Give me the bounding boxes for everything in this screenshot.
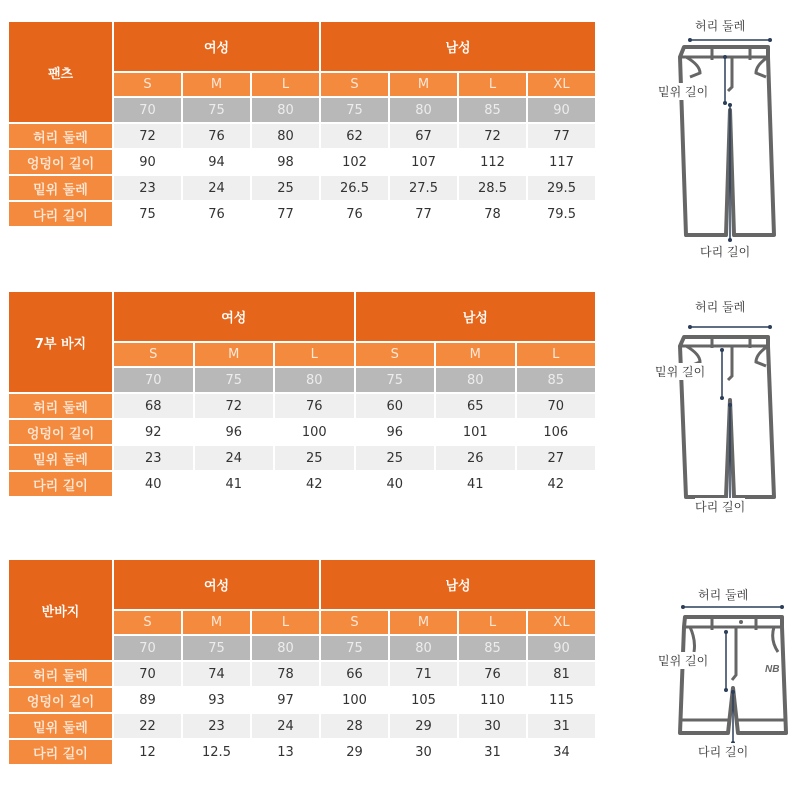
- cell: 93: [183, 688, 250, 712]
- inch-value: 85: [459, 98, 526, 122]
- cell: 40: [114, 472, 193, 496]
- cell: 78: [252, 662, 319, 686]
- shorts-size-table: [7, 558, 597, 766]
- rise-label: 밑위 길이: [658, 85, 709, 99]
- cell: 24: [195, 446, 274, 470]
- table-title: 7부 바지: [9, 292, 112, 392]
- cell: 78: [459, 202, 526, 226]
- inch-value: 80: [436, 368, 515, 392]
- cell: 115: [528, 688, 595, 712]
- leg-length-label: 다리 길이: [700, 245, 751, 259]
- size-label: M: [183, 73, 250, 96]
- size-label: L: [275, 343, 354, 366]
- cell: 71: [390, 662, 457, 686]
- cell: 13: [252, 740, 319, 764]
- inch-value: 75: [321, 98, 388, 122]
- cell: 72: [459, 124, 526, 148]
- cell: 28.5: [459, 176, 526, 200]
- cell: 107: [390, 150, 457, 174]
- cell: 62: [321, 124, 388, 148]
- size-label: M: [436, 343, 515, 366]
- cell: 41: [195, 472, 274, 496]
- table-title: 반바지: [9, 560, 112, 660]
- cell: 102: [321, 150, 388, 174]
- shorts-illustration-icon: [650, 580, 800, 770]
- size-label: S: [114, 73, 181, 96]
- inch-value: 85: [517, 368, 596, 392]
- cell: 110: [459, 688, 526, 712]
- size-label: L: [517, 343, 596, 366]
- cell: 23: [183, 714, 250, 738]
- size-label: XL: [528, 73, 595, 96]
- cell: 41: [436, 472, 515, 496]
- inch-value: 80: [275, 368, 354, 392]
- table-row: [9, 740, 595, 764]
- size-label: M: [390, 611, 457, 634]
- cell: 90: [114, 150, 181, 174]
- table-row: [9, 714, 595, 738]
- table-row: [9, 394, 595, 418]
- table-title: 팬츠: [9, 22, 112, 122]
- table-row: [9, 420, 595, 444]
- row-label: 밑위 둘레: [9, 176, 112, 200]
- inch-value: 80: [252, 636, 319, 660]
- men-header: 남성: [321, 560, 595, 609]
- inch-value: 90: [528, 98, 595, 122]
- cell: 77: [528, 124, 595, 148]
- cell: 30: [459, 714, 526, 738]
- cell: 25: [356, 446, 435, 470]
- cell: 23: [114, 446, 193, 470]
- size-label: S: [114, 343, 193, 366]
- row-label: 허리 둘레: [9, 124, 112, 148]
- cell: 28: [321, 714, 388, 738]
- inch-value: 75: [356, 368, 435, 392]
- rise-label: 밑위 길이: [655, 365, 706, 379]
- table-row: [9, 150, 595, 174]
- cell: 76: [183, 202, 250, 226]
- inch-value: 85: [459, 636, 526, 660]
- row-label: 다리 길이: [9, 740, 112, 764]
- row-label: 밑위 둘레: [9, 714, 112, 738]
- size-label: M: [183, 611, 250, 634]
- shorts-measurement-diagram: [650, 580, 800, 770]
- size-label: L: [252, 611, 319, 634]
- cell: 40: [356, 472, 435, 496]
- cell: 65: [436, 394, 515, 418]
- cell: 31: [528, 714, 595, 738]
- table-row: [9, 446, 595, 470]
- cell: 100: [275, 420, 354, 444]
- pants-illustration-icon: [650, 5, 800, 260]
- size-label: S: [321, 611, 388, 634]
- cell: 26.5: [321, 176, 388, 200]
- inch-value: 75: [183, 636, 250, 660]
- table-row: [9, 202, 595, 226]
- cropped-pants-size-table: [7, 290, 597, 498]
- cell: 75: [114, 202, 181, 226]
- inch-value: 70: [114, 368, 193, 392]
- cell: 29: [390, 714, 457, 738]
- inch-value: 80: [390, 98, 457, 122]
- size-label: L: [459, 611, 526, 634]
- size-label: S: [356, 343, 435, 366]
- waist-label: 허리 둘레: [695, 300, 746, 314]
- cell: 80: [252, 124, 319, 148]
- table-row: [9, 124, 595, 148]
- table-row: [9, 688, 595, 712]
- size-label: XL: [528, 611, 595, 634]
- cell: 12.5: [183, 740, 250, 764]
- leg-length-label: 다리 길이: [695, 500, 746, 514]
- cell: 29.5: [528, 176, 595, 200]
- inch-value: 75: [183, 98, 250, 122]
- cell: 72: [114, 124, 181, 148]
- leg-length-label: 다리 길이: [698, 745, 749, 759]
- waist-label: 허리 둘레: [698, 588, 749, 602]
- rise-label: 밑위 길이: [658, 654, 709, 668]
- cell: 97: [252, 688, 319, 712]
- cell: 77: [252, 202, 319, 226]
- cell: 34: [528, 740, 595, 764]
- cell: 105: [390, 688, 457, 712]
- cell: 25: [275, 446, 354, 470]
- women-header: 여성: [114, 560, 319, 609]
- inch-value: 70: [114, 636, 181, 660]
- cropped-pants-measurement-diagram: [650, 290, 800, 520]
- cell: 89: [114, 688, 181, 712]
- cell: 76: [321, 202, 388, 226]
- size-label: M: [390, 73, 457, 96]
- row-label: 엉덩이 길이: [9, 688, 112, 712]
- size-label: L: [252, 73, 319, 96]
- table-row: [9, 472, 595, 496]
- cell: 25: [252, 176, 319, 200]
- cell: 67: [390, 124, 457, 148]
- inch-value: 70: [114, 98, 181, 122]
- cell: 72: [195, 394, 274, 418]
- size-label: S: [321, 73, 388, 96]
- cell: 74: [183, 662, 250, 686]
- cell: 77: [390, 202, 457, 226]
- pants-measurement-diagram: [650, 5, 800, 260]
- table-row: [9, 176, 595, 200]
- cell: 70: [114, 662, 181, 686]
- cell: 60: [356, 394, 435, 418]
- cell: 42: [275, 472, 354, 496]
- cell: 94: [183, 150, 250, 174]
- cell: 92: [114, 420, 193, 444]
- cell: 26: [436, 446, 515, 470]
- cell: 70: [517, 394, 596, 418]
- cell: 27.5: [390, 176, 457, 200]
- size-label: M: [195, 343, 274, 366]
- row-label: 밑위 둘레: [9, 446, 112, 470]
- cell: 79.5: [528, 202, 595, 226]
- row-label: 다리 길이: [9, 472, 112, 496]
- women-header: 여성: [114, 22, 319, 71]
- table-row: [9, 662, 595, 686]
- cell: 68: [114, 394, 193, 418]
- cell: 100: [321, 688, 388, 712]
- cell: 22: [114, 714, 181, 738]
- cell: 66: [321, 662, 388, 686]
- cell: 106: [517, 420, 596, 444]
- row-label: 허리 둘레: [9, 394, 112, 418]
- inch-value: 80: [390, 636, 457, 660]
- inch-value: 80: [252, 98, 319, 122]
- brand-logo-icon: NB: [765, 664, 780, 675]
- cell: 42: [517, 472, 596, 496]
- cell: 76: [183, 124, 250, 148]
- waist-label: 허리 둘레: [695, 19, 746, 33]
- cropped-pants-illustration-icon: [650, 290, 800, 520]
- cell: 24: [183, 176, 250, 200]
- cell: 96: [356, 420, 435, 444]
- cell: 98: [252, 150, 319, 174]
- cell: 81: [528, 662, 595, 686]
- cell: 101: [436, 420, 515, 444]
- size-label: L: [459, 73, 526, 96]
- pants-size-table: [7, 20, 597, 228]
- cell: 96: [195, 420, 274, 444]
- inch-value: 75: [195, 368, 274, 392]
- inch-value: 90: [528, 636, 595, 660]
- cell: 30: [390, 740, 457, 764]
- cell: 23: [114, 176, 181, 200]
- cell: 76: [459, 662, 526, 686]
- row-label: 엉덩이 길이: [9, 420, 112, 444]
- cell: 31: [459, 740, 526, 764]
- size-label: S: [114, 611, 181, 634]
- row-label: 엉덩이 길이: [9, 150, 112, 174]
- cell: 27: [517, 446, 596, 470]
- cell: 24: [252, 714, 319, 738]
- men-header: 남성: [356, 292, 596, 341]
- women-header: 여성: [114, 292, 354, 341]
- cell: 29: [321, 740, 388, 764]
- cell: 12: [114, 740, 181, 764]
- men-header: 남성: [321, 22, 595, 71]
- row-label: 다리 길이: [9, 202, 112, 226]
- cell: 76: [275, 394, 354, 418]
- row-label: 허리 둘레: [9, 662, 112, 686]
- inch-value: 75: [321, 636, 388, 660]
- cell: 117: [528, 150, 595, 174]
- cell: 112: [459, 150, 526, 174]
